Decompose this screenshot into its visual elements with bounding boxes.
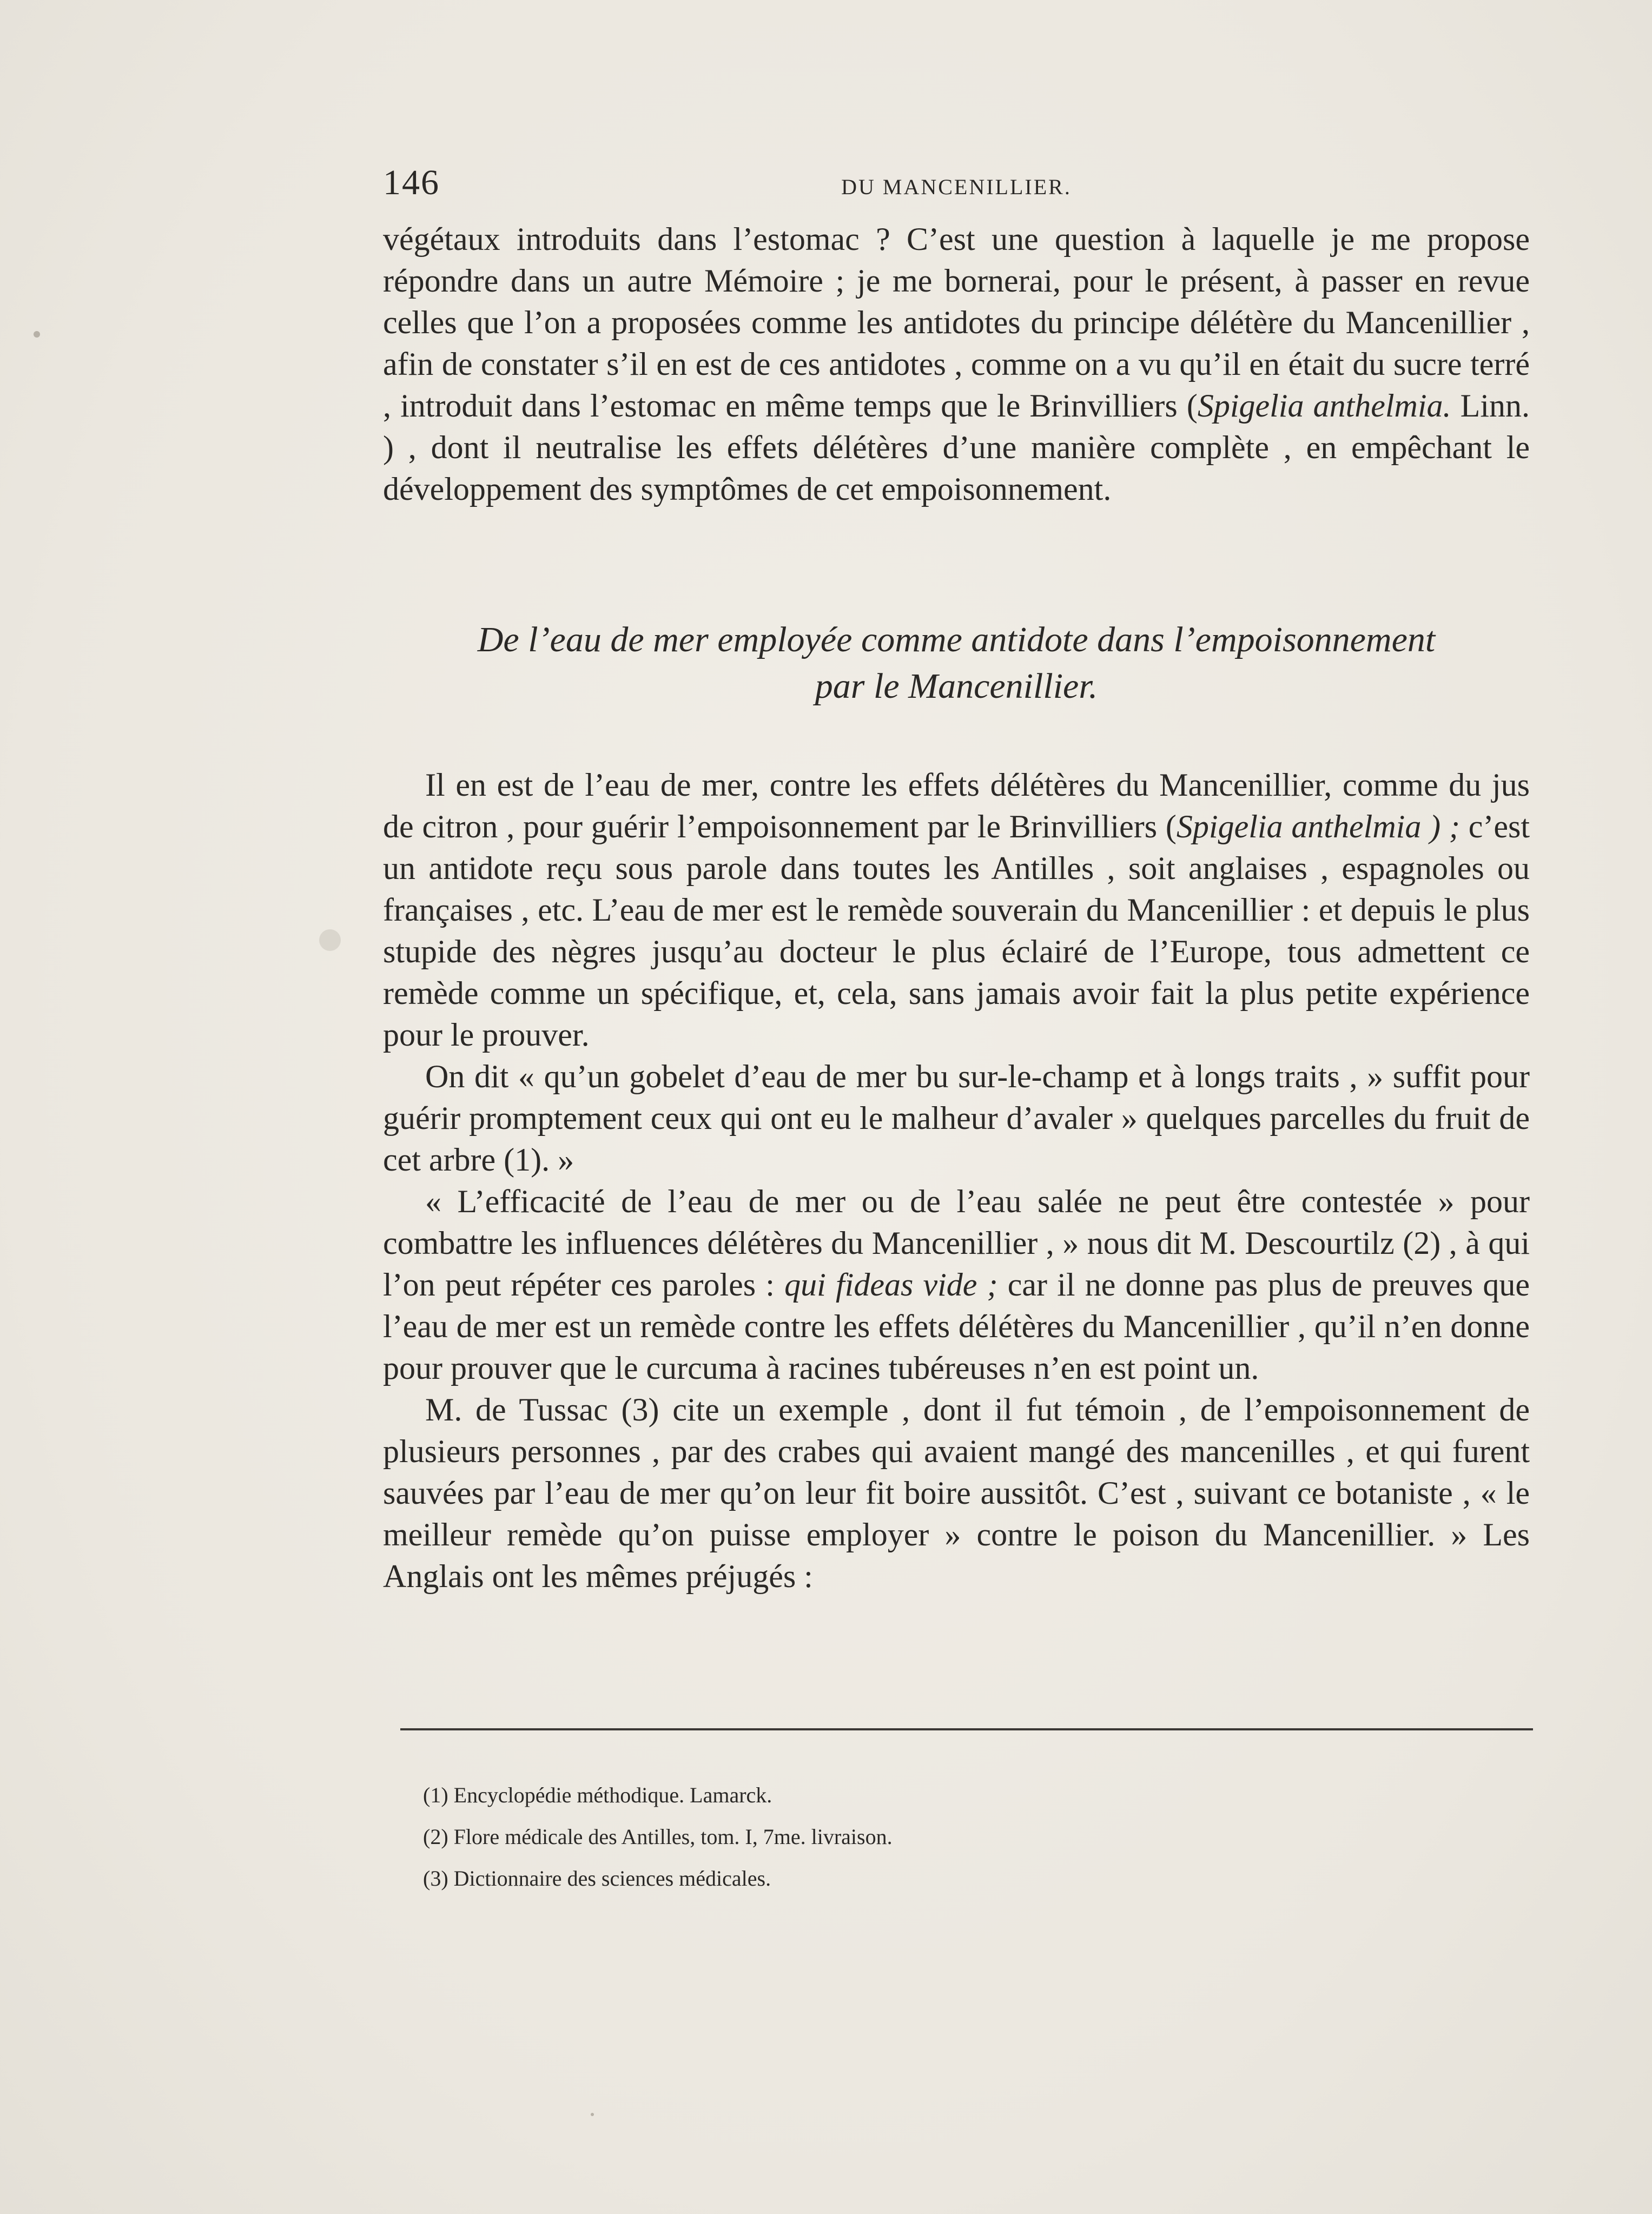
section-p1-text-2: c’est un antidote reçu sous parole dans toutes les Antilles , soit anglaises , espagnoles ou françaises , etc. L’eau de mer est le remède souverain du Mancenillier : et depuis le plus stupide des nègres jusqu’au docteur le plus éclairé de l’Europe, tous admettent ce remède comme un spécifique, et, cela, sans jamais avoir fait la plus petite expérience pour le prouver. bbox=[383, 809, 1530, 1053]
intro-paragraph-block bbox=[383, 219, 1530, 510]
footnote-1: (1) Encyclopédie méthodique. Lamarck. bbox=[423, 1783, 772, 1807]
section-paragraph-4: M. de Tussac (3) cite un exemple , dont il fut témoin , de l’empoisonnement de plusieurs personnes , par des crabes qui avaient mangé des mancenilles , et qui furent sauvées par l’eau de mer qu’on leur fit boire aussitôt. C’est , suivant ce botaniste , « le meilleur remède qu’on puisse employer » contre le poison du Mancenillier. » Les Anglais ont les mêmes préjugés : bbox=[383, 1392, 1530, 1594]
section-paragraph-3 bbox=[383, 1181, 1530, 1389]
paper-speck bbox=[591, 2113, 594, 2116]
section-p3-text-2: car il ne donne pas plus de preuves que l’eau de mer est un remède contre les effets délétères du Mancenillier , qu’il n’en donne pour prouver que le curcuma à racines tubéreuses n’en est point un. bbox=[383, 1267, 1530, 1386]
section-body bbox=[383, 764, 1530, 1597]
page-number: 146 bbox=[383, 163, 440, 202]
intro-italic: Spigelia anthelmia. bbox=[1197, 388, 1451, 424]
section-paragraph-2: On dit « qu’un gobelet d’eau de mer bu sur-le-champ et à longs traits , » suffit pour guérir promptement ceux qui ont eu le malheur d’avaler » quelques parcelles du fruit de cet arbre (1). » bbox=[383, 1059, 1530, 1178]
footnote-2: (2) Flore médicale des Antilles, tom. I, 7me. livraison. bbox=[423, 1825, 893, 1849]
section-heading-line-2: par le Mancenillier. bbox=[815, 666, 1098, 706]
intro-paragraph bbox=[383, 219, 1530, 510]
section-heading bbox=[383, 617, 1530, 710]
paper-speck bbox=[34, 331, 40, 338]
section-p3-italic: qui fideas vide ; bbox=[784, 1267, 998, 1303]
footnotes bbox=[423, 1774, 1505, 1899]
footnote-3: (3) Dictionnaire des sciences médicales. bbox=[423, 1866, 771, 1891]
section-heading-line-1: De l’eau de mer employée comme antidote dans l’empoisonnement bbox=[477, 620, 1436, 659]
section-p1-text-1: Il en est de l’eau de mer, contre les effets délétères du Mancenillier, comme du jus de citron , pour guérir l’empoisonnement par le Brinvilliers ( bbox=[383, 767, 1530, 844]
section-paragraph-1 bbox=[383, 764, 1530, 1056]
section-p3-text-1: « L’efficacité de l’eau de mer ou de l’eau salée ne peut être contestée » pour combattre les influences délétères du Mancenillier , » nous dit M. Descourtilz (2) , à qui l’on peut répéter ces paroles : bbox=[383, 1184, 1530, 1303]
section-p1-italic: Spigelia anthelmia ) ; bbox=[1176, 809, 1460, 844]
running-head: DU MANCENILLIER. bbox=[841, 175, 1072, 199]
page-header bbox=[383, 162, 1530, 211]
paper-speck bbox=[319, 929, 341, 951]
footnote-rule bbox=[400, 1728, 1533, 1730]
intro-text-2: Linn. ) , dont il neutralise les effets délétères d’une manière complète , en empêchant le développement des symptômes de cet empoisonnement. bbox=[383, 388, 1530, 507]
intro-text-1: végétaux introduits dans l’estomac ? C’est une question à laquelle je me propose répondre dans un autre Mémoire ; je me bornerai, pour le présent, à passer en revue celles que l’on a proposées comme les antidotes du principe délétère du Mancenillier , afin de constater s’il en est de ces antidotes , comme on a vu qu’il en était du sucre terré , introduit dans l’estomac en même temps que le Brinvilliers ( bbox=[383, 221, 1530, 424]
